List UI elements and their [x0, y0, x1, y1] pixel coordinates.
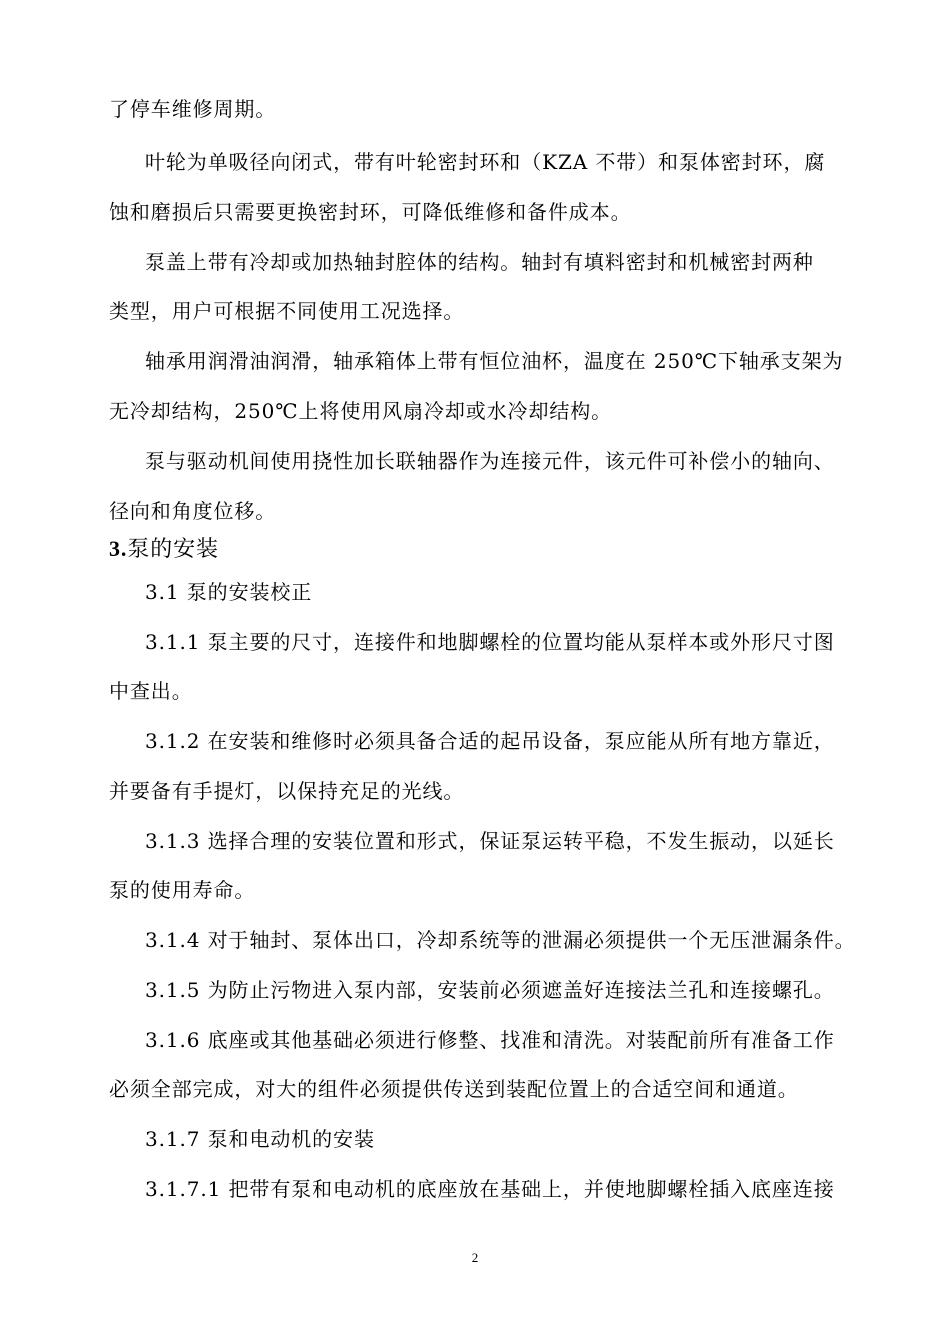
section-number: 3. — [109, 536, 128, 561]
page-number: 2 — [471, 1250, 479, 1265]
paragraph-line: 泵盖上带有冷却或加热轴封腔体的结构。轴封有填料密封和机械密封两种 — [145, 250, 814, 274]
paragraph-line: 叶轮为单吸径向闭式，带有叶轮密封环和（KZA 不带）和泵体密封环，腐 — [145, 150, 826, 174]
paragraph-line: 类型，用户可根据不同使用工况选择。 — [109, 299, 465, 323]
paragraph-line: 无冷却结构，250℃上将使用风扇冷却或水冷却结构。 — [109, 399, 613, 423]
paragraph-line: 3.1.5 为防止污物进入泵内部，安装前必须遮盖好连接法兰孔和连接螺孔。 — [145, 978, 835, 1002]
paragraph-line: 3.1.1 泵主要的尺寸，连接件和地脚螺栓的位置均能从泵样本或外形尺寸图 — [145, 630, 835, 654]
paragraph-line: 并要备有手提灯，以保持充足的光线。 — [109, 779, 465, 803]
paragraph-line: 泵的使用寿命。 — [109, 878, 256, 902]
paragraph-line: 泵与驱动机间使用挠性加长联轴器作为连接元件，该元件可补偿小的轴向、 — [145, 449, 835, 473]
paragraph-line: 了停车维修周期。 — [109, 97, 277, 121]
paragraph-line: 蚀和磨损后只需要更换密封环，可降低维修和备件成本。 — [109, 200, 632, 224]
paragraph-line: 中查出。 — [109, 679, 193, 703]
paragraph-line: 必须全部完成，对大的组件必须提供传送到装配位置上的合适空间和通道。 — [109, 1077, 799, 1101]
paragraph-line: 3.1.3 选择合理的安装位置和形式，保证泵运转平稳，不发生振动，以延长 — [145, 829, 835, 853]
paragraph-line: 径向和角度位移。 — [109, 499, 277, 523]
section-title: 泵的安装 — [127, 537, 219, 562]
paragraph-line: 3.1.4 对于轴封、泵体出口，冷却系统等的泄漏必须提供一个无压泄漏条件。 — [145, 928, 856, 952]
subsection-heading: 3.1.7 泵和电动机的安装 — [145, 1127, 375, 1151]
paragraph-line: 3.1.6 底座或其他基础必须进行修整、找准和清洗。对装配前所有准备工作 — [145, 1028, 835, 1052]
paragraph-line: 3.1.2 在安装和维修时必须具备合适的起吊设备，泵应能从所有地方靠近， — [145, 729, 835, 753]
paragraph-line: 3.1.7.1 把带有泵和电动机的底座放在基础上，并使地脚螺栓插入底座连接 — [145, 1177, 835, 1201]
section-heading — [109, 535, 849, 564]
subsection-heading: 3.1 泵的安装校正 — [145, 580, 313, 604]
paragraph-line: 轴承用润滑油润滑，轴承箱体上带有恒位油杯，温度在 250℃下轴承支架为 — [145, 349, 844, 373]
